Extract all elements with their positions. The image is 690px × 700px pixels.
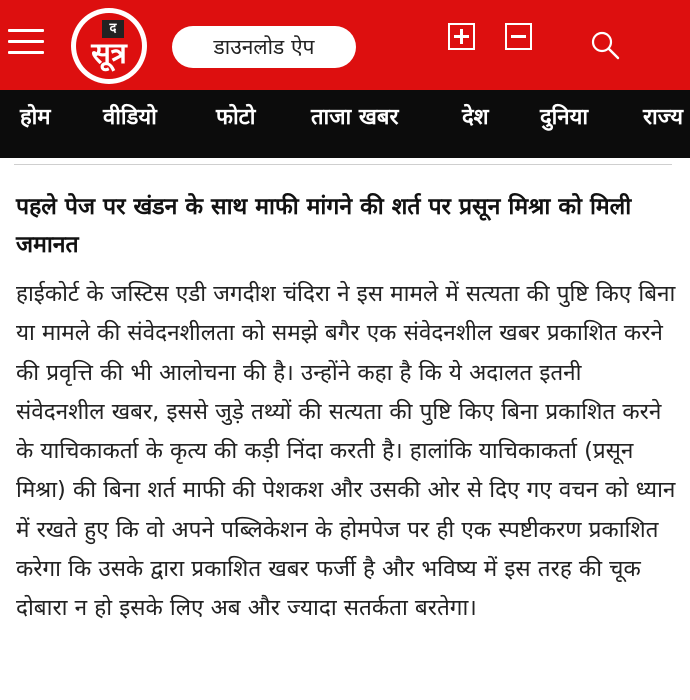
nav-item-photo[interactable]: फोटो bbox=[216, 105, 256, 130]
nav-item-states[interactable]: राज्य bbox=[643, 105, 684, 130]
hamburger-menu-icon[interactable] bbox=[8, 29, 44, 59]
site-logo[interactable] bbox=[71, 8, 147, 84]
logo-top-letter: द bbox=[102, 20, 124, 38]
nav-item-home[interactable]: होम bbox=[20, 105, 51, 130]
nav-bar bbox=[0, 90, 690, 158]
article-body: हाईकोर्ट के जस्टिस एडी जगदीश चंदिरा ने इस मामले में सत्यता की पुष्टि किए बिना या मामले की संवेदनशीलता को समझे बगैर एक संवेदनशील खबर प्रकाशित करने की प्रवृत्ति की भी आलोचना की है। उन्होंने कहा है कि ये अदालत इतनी संवेदनशील खबर, इससे जुड़े तथ्यों की सत्यता की पुष्टि किए बिना प्रकाशित करने के याचिकाकर्ता के कृत्य की कड़ी निंदा करती है। हालांकि याचिकाकर्ता (प्रसून मिश्रा) की बिना शर्त माफी की पेशकश और उसकी ओर से दिए गए वचन को ध्यान में रखते हुए कि वो अपने पब्लिकेशन के होमपेज पर ही एक स्पष्टीकरण प्रकाशित करेगा कि उसके द्वारा प्रकाशित खबर फर्जी है और भविष्य में इस तरह की चूक दोबारा न हो इसके लिए अब और ज्यादा सतर्कता बरतेगा। bbox=[16, 281, 676, 622]
plus-box-icon[interactable] bbox=[448, 23, 475, 50]
nav-item-world[interactable]: दुनिया bbox=[540, 105, 589, 130]
nav-item-country[interactable]: देश bbox=[462, 105, 489, 130]
nav-item-video[interactable]: वीडियो bbox=[103, 105, 157, 130]
download-app-button[interactable]: डाउनलोड ऐप bbox=[172, 26, 356, 68]
minus-box-icon[interactable] bbox=[505, 23, 532, 50]
section-divider bbox=[14, 164, 672, 165]
top-header bbox=[0, 0, 690, 90]
logo-badge bbox=[76, 13, 142, 79]
article-headline: पहले पेज पर खंडन के साथ माफी मांगने की शर्त पर प्रसून मिश्रा को मिली जमानत bbox=[16, 194, 632, 258]
logo-text: सूत्र bbox=[91, 36, 127, 70]
search-icon[interactable] bbox=[590, 30, 620, 60]
nav-item-latest-news[interactable]: ताजा खबर bbox=[311, 105, 399, 130]
